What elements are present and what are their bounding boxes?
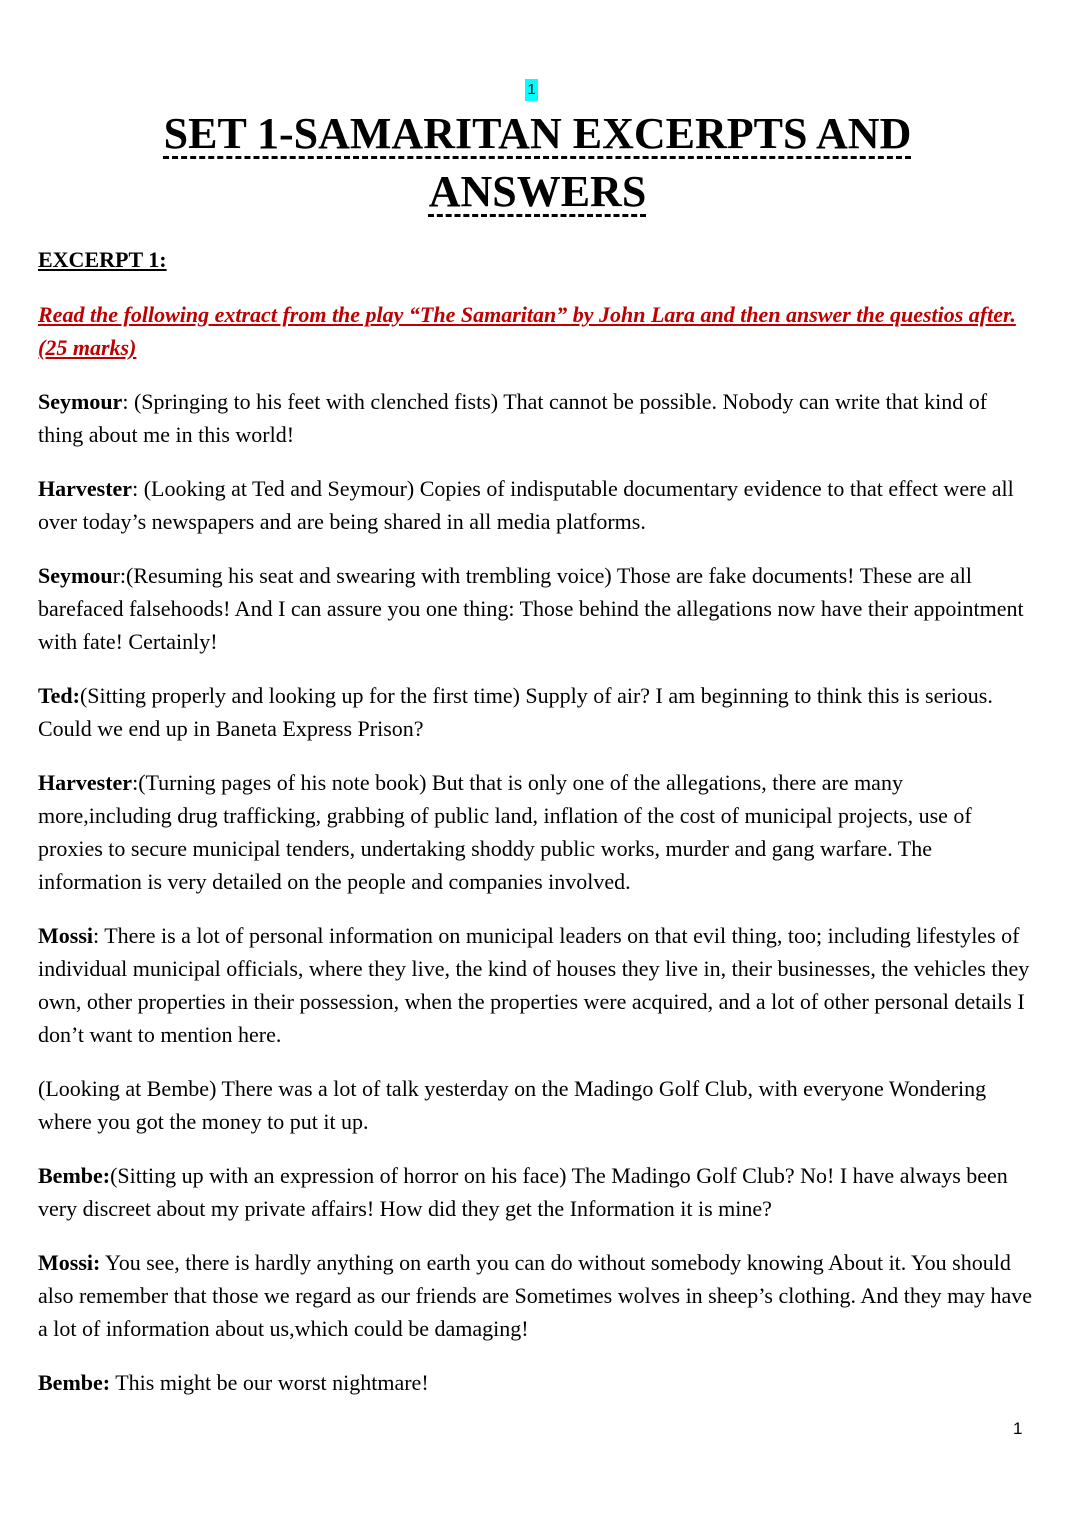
dialogue-text: (Looking at Ted and Seymour) Copies of indisputable documentary evidence to that effect were all over today’s newspapers and are being shared in all media platforms. — [38, 476, 1014, 534]
dialogue-text: (Looking at Bembe) There was a lot of talk yesterday on the Madingo Golf Club, with everyone Wondering where you got the money to put it up. — [38, 1076, 987, 1134]
dialogue-paragraph — [38, 679, 1033, 745]
dialogue-text: (Sitting properly and looking up for the first time) Supply of air? I am beginning to think this is serious. Could we end up in Baneta Express Prison? — [38, 683, 993, 741]
speaker-name: Bembe: — [38, 1163, 111, 1188]
dialogue-text: You see, there is hardly anything on earth you can do without somebody knowing About it. You should also remember that those we regard as our friends are Sometimes wolves in sheep’s clothing. And they may have a lot of information about us,which could be damaging! — [38, 1250, 1033, 1341]
instruction-text: Read the following extract from the play “The Samaritan” by John Lara and then answer the questios after. (25 marks) — [38, 302, 1016, 360]
excerpt-label: EXCERPT 1: — [38, 247, 167, 272]
dialogue-text: There is a lot of personal information on municipal leaders on that evil thing, too; including lifestyles of individual municipal officials, where they live, the kind of houses they live in, their businesses, the vehicles they own, other properties in their possession, when the properties were acquired, and a lot of other personal details I don’t want to mention here. — [38, 923, 1030, 1047]
dialogue-paragraph — [38, 1246, 1033, 1345]
dialogue-paragraph: Mossi: There is a lot of personal information on municipal leaders on that evil thing, too; including lifestyles of individual municipal officials, where they live, the kind of houses they live in, their businesses, the vehicles they own, other properties in their possession, when the properties were acquired, and a lot of other personal details I don’t want to mention here. — [38, 923, 1030, 1047]
speaker-name: Seymou — [38, 563, 113, 588]
speaker-name: Mossi — [38, 923, 93, 948]
dialogue-paragraph — [38, 1366, 1033, 1399]
speaker-name: Ted: — [38, 683, 80, 708]
speaker-name: Harvester — [38, 770, 133, 795]
dialogue-paragraph: Seymour:(Resuming his seat and swearing with trembling voice) Those are fake documents! These are all barefaced falsehoods! And I can assure you one thing: Those behind the allegations now have their appointment with fate! Certainly! — [38, 563, 1024, 654]
page-footer-number: 1 — [1013, 1419, 1023, 1438]
dialogue-text: (Resuming his seat and swearing with trembling voice) Those are fake documents! These are all barefaced falsehoods! And I can assure you one thing: Those behind the allegations now have their appointment with fate! Certainly! — [38, 563, 1024, 654]
dialogue-paragraph: Seymour: (Springing to his feet with clenched fists) That cannot be possible. Nobody can write that kind of thing about me in this world! — [38, 389, 988, 447]
dialogue-paragraph — [38, 1159, 1033, 1225]
speaker-name: Seymour — [38, 389, 123, 414]
dialogue-text: This might be our worst nightmare! — [115, 1370, 429, 1395]
document-title-line-1: SET 1-SAMARITAN EXCERPTS AND — [163, 109, 912, 158]
dialogue-text: (Sitting up with an expression of horror on his face) The Madingo Golf Club? No! I have always been very discreet about my private affairs! How did they get the Information it is mine? — [38, 1163, 1008, 1221]
dialogue-paragraph: Harvester:(Turning pages of his note book) But that is only one of the allegations, there are many more,including drug trafficking, grabbing of public land, inflation of the cost of municipal projects, use of proxies to secure municipal tenders, undertaking shoddy public works, murder and gang warfare. The information is very detailed on the people and companies involved. — [38, 770, 972, 894]
dialogue-paragraph — [38, 1072, 1033, 1138]
dialogue-text: (Springing to his feet with clenched fists) That cannot be possible. Nobody can write that kind of thing about me in this world! — [38, 389, 988, 447]
dialogue-paragraph: Harvester: (Looking at Ted and Seymour) Copies of indisputable documentary evidence to that effect were all over today’s newspapers and are being shared in all media platforms. — [38, 476, 1014, 534]
speaker-name: Harvester — [38, 476, 133, 501]
dialogue-text: (Turning pages of his note book) But that is only one of the allegations, there are many more,including drug trafficking, grabbing of public land, inflation of the cost of municipal projects, use of proxies to secure municipal tenders, undertaking shoddy public works, murder and gang warfare. The information is very detailed on the people and companies involved. — [38, 770, 972, 894]
speaker-name: Bembe: — [38, 1370, 111, 1395]
document-title-line-2: ANSWERS — [428, 167, 647, 216]
speaker-name: Mossi: — [38, 1250, 101, 1275]
page-header-number: 1 — [525, 79, 538, 101]
